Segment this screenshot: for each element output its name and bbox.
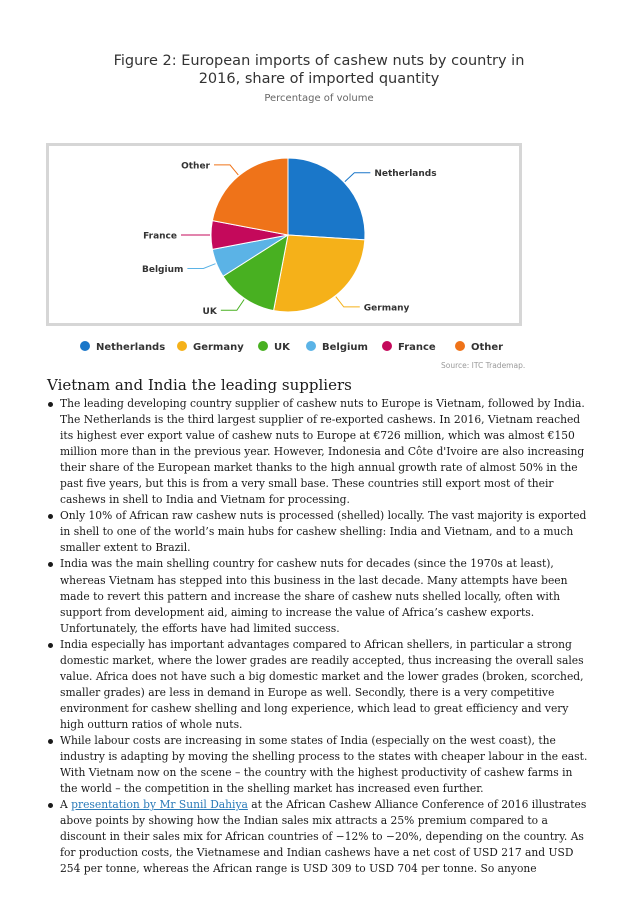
figure-title-line-2: 2016, share of imported quantity	[198, 71, 440, 87]
legend-marker-icon	[80, 341, 90, 351]
legend-marker-icon	[382, 341, 392, 351]
figure-source: Source: ITC Trademap.	[441, 361, 526, 370]
bullet-item	[60, 556, 608, 636]
pie-label-belgium: Belgium	[142, 264, 184, 275]
pie-label-germany: Germany	[363, 303, 410, 314]
legend-marker-icon	[455, 341, 465, 351]
bullet-line: whereas Vietnam has stepped into this business in the last decade. Many attempts have been	[60, 573, 568, 587]
bullet-line: made to revert this pattern and increase the share of cashew nuts shelled locally, often with	[60, 589, 560, 603]
bullet-line: support from development aid, aiming to increase the value of Africa’s cashew exports.	[60, 605, 535, 619]
bullet-item	[60, 733, 608, 797]
bullet-line: cashews in shell to India and Vietnam for processing.	[60, 493, 350, 507]
bullet-line: past five years, but this is from a very small base. These countries still export most of their	[60, 477, 554, 491]
chart-frame	[46, 143, 522, 326]
pie-label-other: Other	[181, 161, 210, 172]
legend-item-other[interactable]	[455, 341, 503, 353]
bullet-line: in shell to one of the world’s main hubs for cashew shelling: India and Vietnam, and to a much	[60, 525, 574, 539]
presentation-link[interactable]: presentation by Mr Sunil Dahiya	[71, 798, 248, 812]
pie-connector-other	[214, 165, 238, 175]
bullet-line: their share of the European market thanks to the high annual growth rate of almost 50% in the	[60, 461, 578, 475]
bullet-item	[60, 396, 608, 508]
pie-connector-netherlands	[345, 173, 370, 182]
bullet-line: value. Africa does not have such a big domestic market and the lower grades (broken, scorched,	[60, 669, 584, 683]
legend-label: Netherlands	[96, 342, 166, 353]
bullet-item	[60, 797, 608, 877]
bullet-line: While labour costs are increasing in some states of India (especially on the west coast), the	[60, 733, 556, 747]
legend-item-netherlands[interactable]	[80, 341, 165, 353]
bullet-item	[60, 637, 608, 733]
pie-connector-germany	[336, 297, 360, 307]
legend-item-france[interactable]	[382, 341, 436, 353]
bullet-line: environment for cashew shelling and long experience, which lead to great efficiency and very	[60, 701, 569, 715]
pie-slice-netherlands	[288, 158, 365, 240]
bullet-line: high outturn ratios of whole nuts.	[60, 717, 243, 731]
bullet-line: smaller grades) are less in demand in Europe as well. Secondly, there is a very competitive	[60, 685, 555, 699]
section-heading: Vietnam and India the leading suppliers	[47, 376, 352, 394]
bullet-line: India was the main shelling country for cashew nuts for decades (since the 1970s at least),	[60, 557, 554, 571]
pie-label-france: France	[143, 231, 177, 242]
legend-marker-icon	[258, 341, 268, 351]
legend-label: UK	[274, 342, 290, 353]
bullet-line: industry is adapting by moving the shelling process to the states with cheaper labour in the east.	[60, 750, 588, 764]
legend-marker-icon	[306, 341, 316, 351]
pie-chart	[49, 146, 519, 323]
legend-marker-icon	[177, 341, 187, 351]
bullet-line: 254 per tonne, whereas the African range is USD 309 to USD 704 per tonne. So anyone	[60, 862, 537, 876]
pie-slice-germany	[274, 235, 365, 312]
figure-title	[0, 52, 638, 88]
bullet-line: With Vietnam now on the scene – the country with the highest productivity of cashew farms in	[60, 766, 573, 780]
pie-connector-uk	[221, 300, 244, 311]
bullet-item	[60, 508, 608, 556]
bullet-line: its highest ever export value of cashew nuts to Europe at €726 million, which was almost €150	[60, 429, 575, 443]
bullet-line	[60, 797, 608, 813]
legend-label: Germany	[193, 342, 244, 353]
bullet-list	[46, 396, 608, 877]
figure-subtitle: Percentage of volume	[264, 93, 374, 104]
legend-label: France	[398, 342, 436, 353]
bullet-line: smaller extent to Brazil.	[60, 541, 191, 555]
pie-connector-belgium	[187, 264, 215, 269]
bullet-line: discount in their sales mix for African countries of −12% to −20%, depending on the country. As	[60, 830, 584, 844]
bullet-line: the world – the competition in the shelling market has increased even further.	[60, 782, 484, 796]
figure-title-line-1: Figure 2: European imports of cashew nuts by country in	[113, 53, 525, 69]
bullet-line: above points by showing how the Indian sales mix attracts a 25% premium compared to a	[60, 814, 548, 828]
bullet-text: at the African Cashew Alliance Conference of 2016 illustrates	[247, 798, 587, 812]
bullet-line: The leading developing country supplier of cashew nuts to Europe is Vietnam, followed by India.	[60, 397, 585, 410]
legend-label: Other	[471, 342, 504, 353]
bullet-line: Unfortunately, the efforts have had limited success.	[60, 621, 340, 635]
legend-item-germany[interactable]	[177, 341, 244, 353]
bullet-line: domestic market, where the lower grades are readily accepted, thus increasing the overall sales	[60, 653, 584, 667]
legend-item-belgium[interactable]	[306, 341, 368, 353]
pie-label-uk: UK	[202, 306, 217, 317]
legend-item-uk[interactable]	[258, 341, 290, 353]
bullet-line: million more than in the previous year. However, Indonesia and Côte d'Ivoire are also increasing	[60, 445, 585, 459]
pie-label-netherlands: Netherlands	[374, 169, 437, 180]
legend-label: Belgium	[322, 342, 368, 353]
bullet-line: Only 10% of African raw cashew nuts is processed (shelled) locally. The vast majority is exported	[60, 509, 587, 523]
bullet-text: A	[60, 798, 72, 812]
bullet-line: The Netherlands is the third largest supplier of re-exported cashews. In 2016, Vietnam reached	[60, 413, 581, 427]
bullet-line: for production costs, the Vietnamese and Indian cashews have a net cost of USD 217 and USD	[60, 846, 574, 860]
bullet-line: India especially has important advantages compared to African shellers, in particular a strong	[60, 637, 572, 651]
